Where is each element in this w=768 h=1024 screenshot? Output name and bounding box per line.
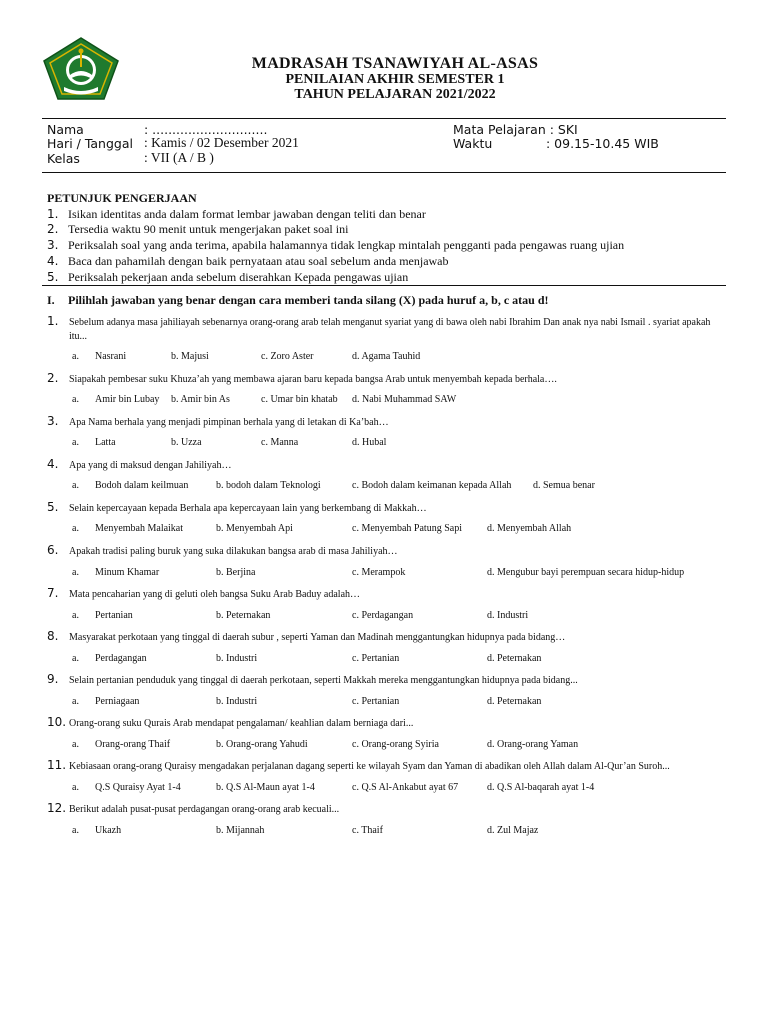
question-10 [47,717,722,731]
option-c[interactable]: c. Manna [261,437,299,448]
option-marker[interactable]: a. [72,782,79,793]
question-text: Kebiasaan orang-orang Quraisy mengadakan perjalanan dagang seperti ke wilayah Syam dan Yaman di abadikan oleh Allah dalam Al-Qur’an Suroh... [69,761,670,772]
option-marker[interactable]: a. [72,610,79,621]
madrasah-logo [42,37,120,101]
option-d[interactable]: d. Hubal [352,437,387,448]
option-b[interactable]: b. Mijannah [216,825,265,836]
option-a[interactable]: Nasrani [95,351,127,362]
nama-label: Nama [47,122,84,137]
instruction-number: 4. [47,254,59,268]
option-d[interactable]: d. Orang-orang Yaman [487,739,579,750]
header-rule-top [42,118,726,119]
question-1 [47,316,722,344]
option-marker[interactable]: a. [72,825,79,836]
question-number: 5. [47,500,59,514]
option-d[interactable]: d. Q.S Al-baqarah ayat 1-4 [487,782,595,793]
option-d[interactable]: d. Industri [487,610,529,621]
option-b[interactable]: b. Uzza [171,437,202,448]
option-b[interactable]: b. Industri [216,653,258,664]
question-9 [47,674,722,688]
option-d[interactable]: d. Nabi Muhammad SAW [352,394,457,405]
question-number: 12. [47,801,67,815]
option-d[interactable]: d. Mengubur bayi perempuan secara hidup-hidup [487,567,685,578]
question-number: 8. [47,629,59,643]
instruction-number: 5. [47,270,59,284]
hari-label: Hari / Tanggal [47,136,133,151]
question-text: Selain kepercayaan kepada Berhala apa kepercayaan lain yang berkembang di Makkah… [69,503,427,514]
option-b[interactable]: b. bodoh dalam Teknologi [216,480,321,491]
option-c[interactable]: c. Menyembah Patung Sapi [352,523,462,534]
instruction-text: Periksalah pekerjaan anda sebelum diserahkan Kepada pengawas ujian [68,270,409,284]
section-rule [42,285,726,286]
option-marker[interactable]: a. [72,696,79,707]
question-text: Siapakah pembesar suku Khuza’ah yang membawa ajaran baru kepada bangsa Arab untuk menyembah kepada berhala…. [69,374,557,385]
question-number: 6. [47,543,59,557]
option-c[interactable]: c. Merampok [352,567,406,578]
option-c[interactable]: c. Pertanian [352,653,400,664]
waktu-value: : 09.15-10.45 WIB [546,136,659,151]
question-2 [47,373,722,387]
instruction-item [47,270,408,285]
mapel-label: Mata Pelajaran : SKI [453,122,578,137]
option-marker[interactable]: a. [72,394,79,405]
question-8 [47,631,722,645]
question-6 [47,545,722,559]
question-12 [47,803,722,817]
question-text: Masyarakat perkotaan yang tinggal di daerah subur , seperti Yaman dan Madinah menggantungkan hidupnya pada bidang… [69,632,566,643]
question-text: Sebelum adanya masa jahiliayah sebenarnya orang-orang arab telah menganut syariat yang di bawa oleh nabi Ibrahim Dan anak nya nabi Ismail . syariat apakah itu... [69,317,711,342]
question-number: 9. [47,672,59,686]
exam-title: PENILAIAN AKHIR SEMESTER 1 [285,72,505,87]
instruction-number: 3. [47,238,59,252]
question-text: Selain pertanian penduduk yang tinggal di daerah perkotaan, seperti Makkah mereka menggantungkan hidupnya pada bidang... [69,675,578,686]
nama-field[interactable]: : ............................. [144,122,268,137]
option-c[interactable]: c. Umar bin khatab [261,394,338,405]
option-b[interactable]: b. Peternakan [216,610,271,621]
question-7 [47,588,722,602]
option-c[interactable]: c. Pertanian [352,696,400,707]
option-c[interactable]: c. Perdagangan [352,610,414,621]
option-marker[interactable]: a. [72,351,79,362]
question-number: 7. [47,586,59,600]
option-a[interactable]: Perniagaan [95,696,140,707]
option-a[interactable]: Minum Khamar [95,567,160,578]
question-number: 3. [47,414,59,428]
instruction-text: Periksalah soal yang anda terima, apabila halamannya tidak lengkap mintalah pengganti pada pengawas ruang ujian [68,238,625,252]
option-a[interactable]: Menyembah Malaikat [95,523,184,534]
option-c[interactable]: c. Thaif [352,825,383,836]
question-3 [47,416,722,430]
option-d[interactable]: d. Zul Majaz [487,825,539,836]
section-text: Pilihlah jawaban yang benar dengan cara memberi tanda silang (X) pada huruf a, b, c atau d! [68,293,549,307]
question-number: 2. [47,371,59,385]
waktu-label: Waktu [453,136,493,151]
option-a[interactable]: Amir bin Lubay [95,394,160,405]
question-text: Berikut adalah pusat-pusat perdagangan orang-orang arab kecuali... [69,804,340,815]
option-b[interactable]: b. Menyembah Api [216,523,293,534]
instruction-item [47,238,624,253]
option-c[interactable]: c. Bodoh dalam keimanan kepada Allah [352,480,512,491]
instruction-item [47,254,449,269]
question-number: 11. [47,758,67,772]
option-marker[interactable]: a. [72,523,79,534]
option-b[interactable]: b. Industri [216,696,258,707]
option-a[interactable]: Q.S Quraisy Ayat 1-4 [95,782,181,793]
question-text: Apa yang di maksud dengan Jahiliyah… [69,460,232,471]
hari-value: : Kamis / 02 Desember 2021 [144,135,299,150]
section-numeral: I. [47,293,55,307]
school-year: TAHUN PELAJARAN 2021/2022 [294,87,496,102]
instruction-item [47,207,426,222]
instruction-item [47,222,348,237]
question-text: Mata pencaharian yang di geluti oleh bangsa Suku Arab Baduy adalah… [69,589,361,600]
option-d[interactable]: d. Semua benar [533,480,595,491]
question-4 [47,459,722,473]
option-d[interactable]: d. Peternakan [487,696,542,707]
instructions-title: PETUNJUK PENGERJAAN [47,191,197,205]
option-marker[interactable]: a. [72,653,79,664]
instruction-text: Baca dan pahamilah dengan baik pernyataan atau soal sebelum anda menjawab [68,254,449,268]
instruction-text: Tersedia waktu 90 menit untuk mengerjakan paket soal ini [68,222,349,236]
option-b[interactable]: b. Majusi [171,351,209,362]
option-a[interactable]: Perdagangan [95,653,147,664]
section-heading [47,293,549,308]
option-b[interactable]: b. Orang-orang Yahudi [216,739,308,750]
option-b[interactable]: b. Amir bin As [171,394,230,405]
question-text: Apa Nama berhala yang menjadi pimpinan berhala yang di letakan di Ka’bah… [69,417,389,428]
question-text: Apakah tradisi paling buruk yang suka dilakukan bangsa arab di masa Jahiliyah… [69,546,398,557]
option-b[interactable]: b. Berjina [216,567,256,578]
school-name: MADRASAH TSANAWIYAH AL-ASAS [251,55,539,72]
kelas-value: : VII (A / B ) [144,150,214,165]
instruction-number: 1. [47,207,59,221]
option-a[interactable]: Ukazh [95,825,122,836]
instruction-number: 2. [47,222,59,236]
option-a[interactable]: Latta [95,437,116,448]
question-number: 1. [47,314,59,328]
option-marker[interactable]: a. [72,437,79,448]
option-d[interactable]: d. Menyembah Allah [487,523,572,534]
question-11 [47,760,722,774]
question-number: 10. [47,715,67,729]
option-a[interactable]: Orang-orang Thaif [95,739,171,750]
option-c[interactable]: c. Zoro Aster [261,351,314,362]
question-number: 4. [47,457,59,471]
option-c[interactable]: c. Q.S Al-Ankabut ayat 67 [352,782,459,793]
option-marker[interactable]: a. [72,739,79,750]
question-5 [47,502,722,516]
question-text: Orang-orang suku Qurais Arab mendapat pengalaman/ keahlian dalam berniaga dari... [69,718,414,729]
option-b[interactable]: b. Q.S Al-Maun ayat 1-4 [216,782,315,793]
option-d[interactable]: d. Peternakan [487,653,542,664]
option-a[interactable]: Bodoh dalam keilmuan [95,480,189,491]
option-marker[interactable]: a. [72,567,79,578]
instruction-text: Isikan identitas anda dalam format lembar jawaban dengan teliti dan benar [68,207,426,221]
header-rule-bottom [42,172,726,173]
option-marker[interactable]: a. [72,480,79,491]
option-c[interactable]: c. Orang-orang Syiria [352,739,439,750]
option-a[interactable]: Pertanian [95,610,133,621]
option-d[interactable]: d. Agama Tauhid [352,351,421,362]
kelas-label: Kelas [47,151,80,166]
